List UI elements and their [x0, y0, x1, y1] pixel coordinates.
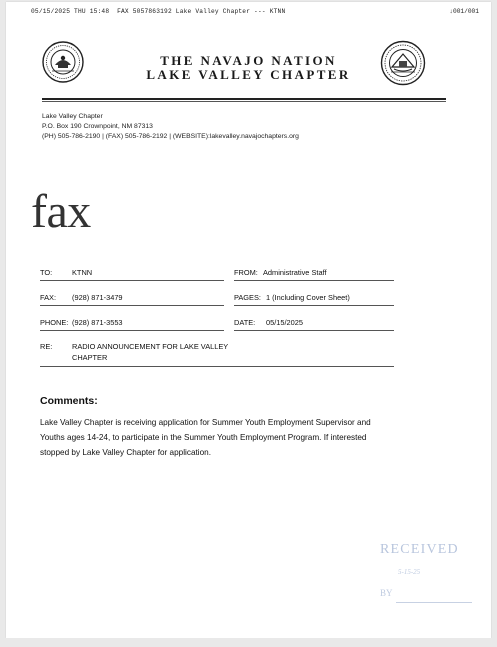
received-stamp: RECEIVED	[380, 542, 459, 557]
comments-line-2: Youths ages 14-24, to participate in the Summer Youth Employment Program. If interested	[40, 433, 367, 442]
fax-label: FAX:	[40, 293, 57, 302]
re-label: RE:	[40, 342, 53, 351]
letterhead-nation: THE NAVAJO NATION	[160, 53, 337, 68]
received-stamp-signature-line	[396, 602, 472, 603]
comments-line-3: stopped by Lake Valley Chapter for application.	[40, 448, 211, 457]
address-name: Lake Valley Chapter	[42, 113, 103, 120]
address-po-box: P.O. Box 190 Crownpoint, NM 87313	[42, 123, 153, 130]
to-value: KTNN	[72, 268, 93, 277]
pages-underline	[234, 305, 394, 306]
comments-heading: Comments:	[40, 395, 98, 407]
received-stamp-date: 5-15-25	[398, 568, 421, 576]
from-underline	[234, 280, 394, 281]
letterhead-rule	[42, 98, 446, 100]
bottom-margin	[0, 638, 497, 647]
comments-line-1: Lake Valley Chapter is receiving application for Summer Youth Employment Supervisor and	[40, 418, 371, 427]
re-value-line1: RADIO ANNOUNCEMENT FOR LAKE VALLEY	[72, 342, 229, 351]
pages-label: PAGES:	[234, 293, 261, 302]
to-label: TO:	[40, 268, 53, 277]
fax-transmission-header: 05/15/2025 THU 15:48 FAX 5057863192 Lake Valley Chapter --- KTNN	[31, 8, 286, 15]
letterhead-rule-thin	[42, 101, 446, 102]
phone-value: (928) 871-3553	[72, 318, 123, 327]
phone-label: PHONE:	[40, 318, 69, 327]
fax-page-counter: ↓001/001	[449, 8, 479, 15]
fax-underline	[40, 305, 224, 306]
fax-value: (928) 871-3479	[72, 293, 123, 302]
pages-value: 1 (Including Cover Sheet)	[266, 293, 350, 302]
re-underline	[40, 366, 394, 367]
letterhead-chapter: LAKE VALLEY CHAPTER	[146, 67, 351, 82]
date-underline	[234, 330, 394, 331]
from-value: Administrative Staff	[263, 268, 327, 277]
re-value-line2: CHAPTER	[72, 353, 108, 362]
from-label: FROM:	[234, 268, 258, 277]
document-title: fax	[31, 185, 91, 238]
address-contact: (PH) 505-786-2190 | (FAX) 505-786-2192 | (WEBSITE):lakevalley.navajochapters.org	[42, 133, 299, 140]
to-underline	[40, 280, 224, 281]
date-label: DATE:	[234, 318, 256, 327]
received-stamp-by: BY	[380, 588, 393, 598]
fax-page	[6, 2, 491, 638]
date-value: 05/15/2025	[266, 318, 303, 327]
phone-underline	[40, 330, 224, 331]
